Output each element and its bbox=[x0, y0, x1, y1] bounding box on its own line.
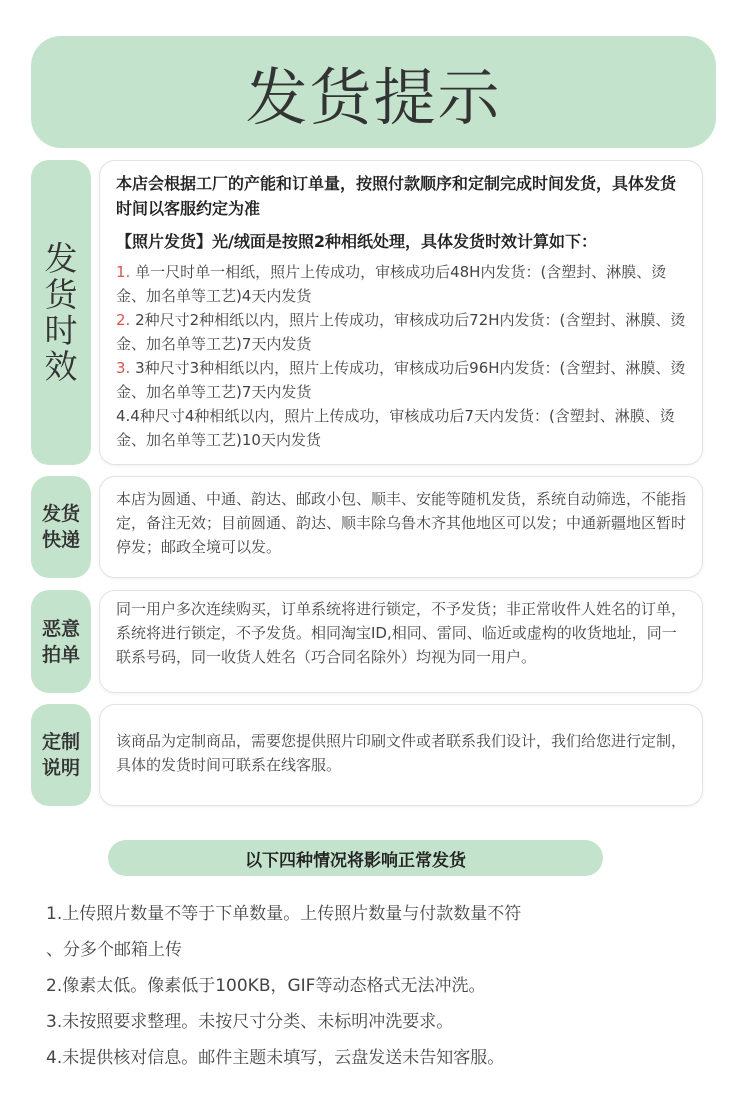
list-item: 、分多个邮箱上传 bbox=[46, 940, 182, 960]
courier-tab bbox=[31, 476, 91, 578]
courier-section bbox=[31, 476, 703, 578]
delivery-time-tab-label: 发货时效 bbox=[44, 238, 78, 386]
title-banner bbox=[31, 36, 716, 148]
malicious-tab-label: 恶意拍单 bbox=[41, 617, 80, 666]
custom-tab-label: 定制说明 bbox=[41, 731, 80, 779]
list-item: 3.未按照要求整理。未按尺寸分类、未标明冲洗要求。 bbox=[46, 1012, 454, 1032]
malicious-tab bbox=[31, 590, 91, 693]
list-item: 2.像素太低。像素低于100KB，GIF等动态格式无法冲洗。 bbox=[46, 976, 486, 996]
delivery-item: 3. 3种尺寸3种相纸以内，照片上传成功，审核成功后96H内发货：(含塑封、淋膜、烫金、加名单等工艺)7天内发货 bbox=[116, 359, 686, 401]
delivery-item: 2. 2种尺寸2种相纸以内，照片上传成功，审核成功后72H内发货：(含塑封、淋膜、烫金、加名单等工艺)7天内发货 bbox=[116, 311, 686, 353]
custom-text: 该商品为定制商品，需要您提供照片印刷文件或者联系我们设计，我们给您进行定制，具体的发货时间可联系在线客服。 bbox=[116, 732, 687, 774]
courier-box bbox=[99, 476, 703, 578]
delivery-item: 1. 单一尺时单一相纸，照片上传成功，审核成功后48H内发货：(含塑封、淋膜、烫金、加名单等工艺)4天内发货 bbox=[116, 263, 667, 305]
delivery-time-box bbox=[99, 160, 703, 465]
issues-heading: 以下四种情况将影响正常发货 bbox=[108, 840, 603, 876]
list-item: 4.未提供核对信息。邮件主题未填写，云盘发送未告知客服。 bbox=[46, 1048, 505, 1068]
photo-heading: 【照片发货】光/绒面是按照2种相纸处理，具体发货时效计算如下： bbox=[116, 232, 597, 251]
malicious-box bbox=[99, 590, 703, 693]
custom-box bbox=[99, 704, 703, 806]
issues-list bbox=[46, 896, 666, 1076]
delivery-time-section bbox=[31, 160, 703, 465]
delivery-item: 4.4种尺寸4种相纸以内，照片上传成功，审核成功后7天内发货：(含塑封、淋膜、烫金、加名单等工艺)10天内发货 bbox=[116, 407, 675, 449]
custom-tab bbox=[31, 704, 91, 806]
courier-tab-label: 发货快递 bbox=[41, 503, 80, 551]
page-title: 发货提示 bbox=[245, 60, 502, 134]
custom-section bbox=[31, 704, 703, 806]
malicious-section bbox=[31, 590, 703, 693]
delivery-time-tab bbox=[31, 160, 91, 465]
delivery-intro: 本店会根据工厂的产能和订单量，按照付款顺序和定制完成时间发货，具体发货时间以客服约定为准 bbox=[116, 174, 677, 218]
courier-text: 本店为圆通、中通、韵达、邮政小包、顺丰、安能等随机发货，系统自动筛选，不能指定，备注无效；目前圆通、韵达、顺丰除乌鲁木齐其他地区可以发；中通新疆地区暂时停发；邮政全境可以发。 bbox=[116, 490, 687, 556]
malicious-text: 同一用户多次连续购买，订单系统将进行锁定，不予发货；非正常收件人姓名的订单，系统将进行锁定，不予发货。相同淘宝ID,相同、雷同、临近或虚构的收货地址，同一联系号码，同一收货人姓名（巧合同名除外）均视为同一用户。 bbox=[116, 600, 687, 666]
list-item: 1.上传照片数量不等于下单数量。上传照片数量与付款数量不符 bbox=[46, 904, 522, 924]
